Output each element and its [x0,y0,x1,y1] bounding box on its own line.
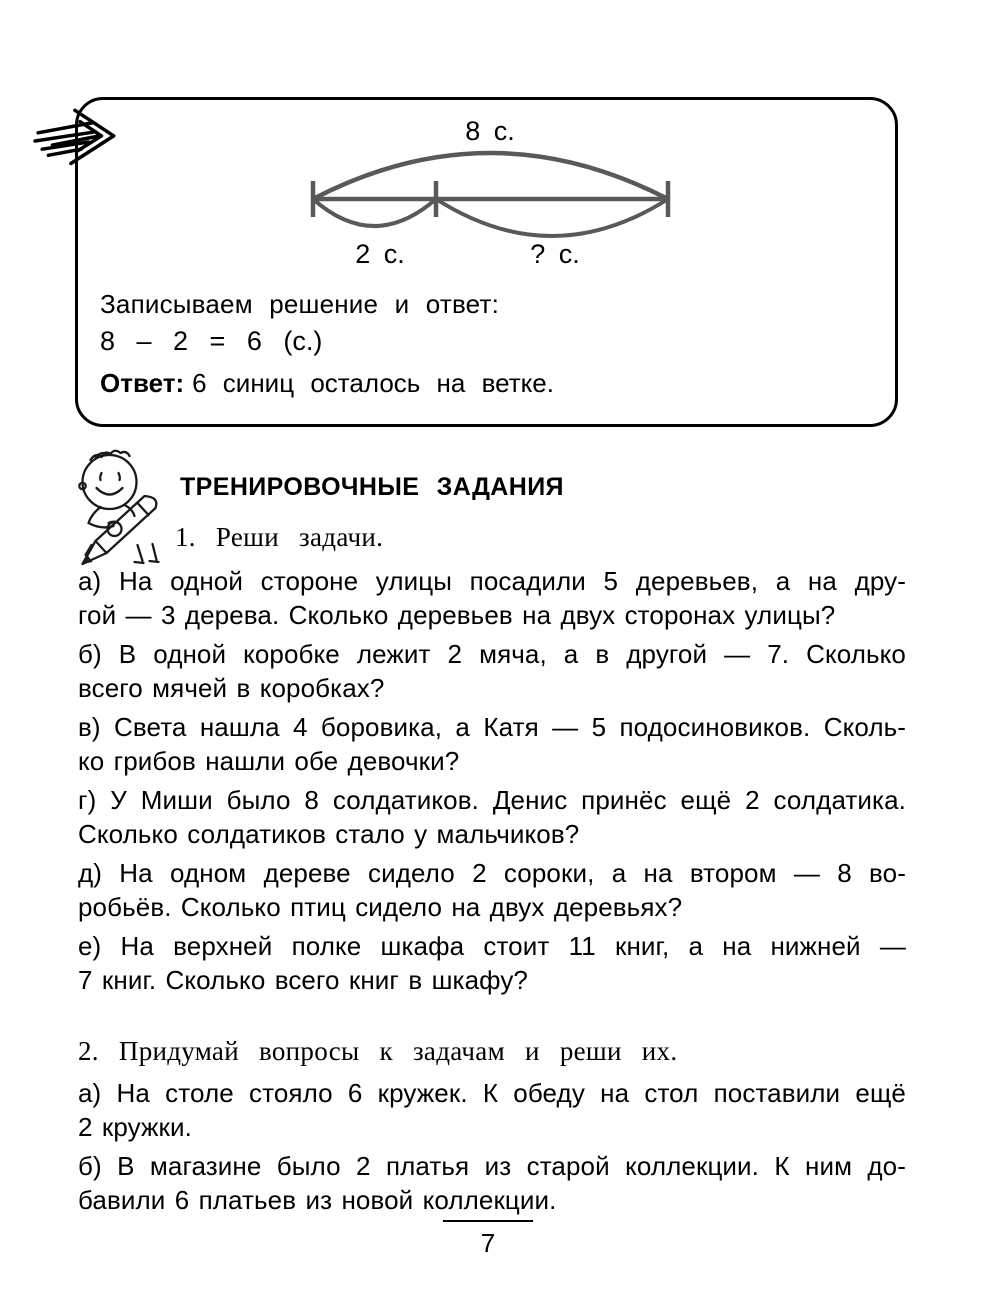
answer-text: 6 синиц осталось на ветке. [192,368,554,398]
task-line: а) На одной стороне улицы посадили 5 деревьев, а на дру- [78,566,906,596]
task-line: всего мячей в коробках? [78,673,385,703]
task-line: б) В магазине было 2 платья из старой коллекции. К ним до- [78,1151,906,1181]
task-item-1g [78,783,906,851]
answer-line [100,368,554,399]
section-heading: ТРЕНИРОВОЧНЫЕ ЗАДАНИЯ [180,473,564,501]
segment-diagram [283,110,713,280]
task-line: г) У Миши было 8 солдатиков. Денис принёс ещё 2 солдатика. [78,785,906,815]
task-item-1b [78,637,906,705]
task-item-2b [78,1149,906,1217]
task-line: гой — 3 дерева. Сколько деревьев на двух сторонах улицы? [78,600,836,630]
example-box [75,97,898,427]
diagram-unknown-label: ? с. [530,239,580,269]
total-arc [313,153,668,199]
task-line: ко грибов нашли обе девочки? [78,746,460,776]
known-arc [313,199,436,226]
task-line: б) В одной коробке лежит 2 мяча, а в другой — 7. Сколько [78,639,906,669]
task-line: Сколько солдатиков стало у мальчиков? [78,819,580,849]
task-item-1v [78,710,906,778]
exercise-2-items [78,1076,906,1222]
unknown-arc [436,199,668,236]
exercise-2-title: 2. Придумай вопросы к задачам и реши их. [78,1036,678,1066]
diagram-known-label: 2 с. [355,239,405,269]
task-line: робьёв. Сколько птиц сидело на двух деревьях? [78,892,683,922]
exercise-1-title: 1. Реши задачи. [175,522,384,552]
footer-rule [443,1220,533,1222]
task-item-1a [78,564,906,632]
task-line: бавили 6 платьев из новой коллекции. [78,1185,557,1215]
task-line: а) На столе стояло 6 кружек. К обеду на стол поставили ещё [78,1078,906,1108]
answer-label: Ответ: [100,368,185,398]
solution-intro: Записываем решение и ответ: [100,289,499,319]
task-line: е) На верхней полке шкафа стоит 11 книг, а на нижней — [78,931,906,961]
task-line: 2 кружки. [78,1112,192,1142]
task-line: 7 книг. Сколько всего книг в шкафу? [78,965,528,995]
diagram-total-label: 8 с. [465,116,515,146]
sketch-arrow-icon [32,104,126,178]
task-item-1d [78,856,906,924]
boy-with-pencil-icon [56,446,174,568]
exercise-1-items [78,564,906,1002]
task-line: д) На одном дереве сидело 2 сороки, а на втором — 8 во- [78,858,906,888]
task-line: в) Света нашла 4 боровика, а Катя — 5 подосиновиков. Сколь- [78,712,906,742]
task-item-1e [78,929,906,997]
page-number: 7 [480,1228,496,1258]
solution-equation: 8 – 2 = 6 (с.) [100,326,323,356]
task-item-2a [78,1076,906,1144]
